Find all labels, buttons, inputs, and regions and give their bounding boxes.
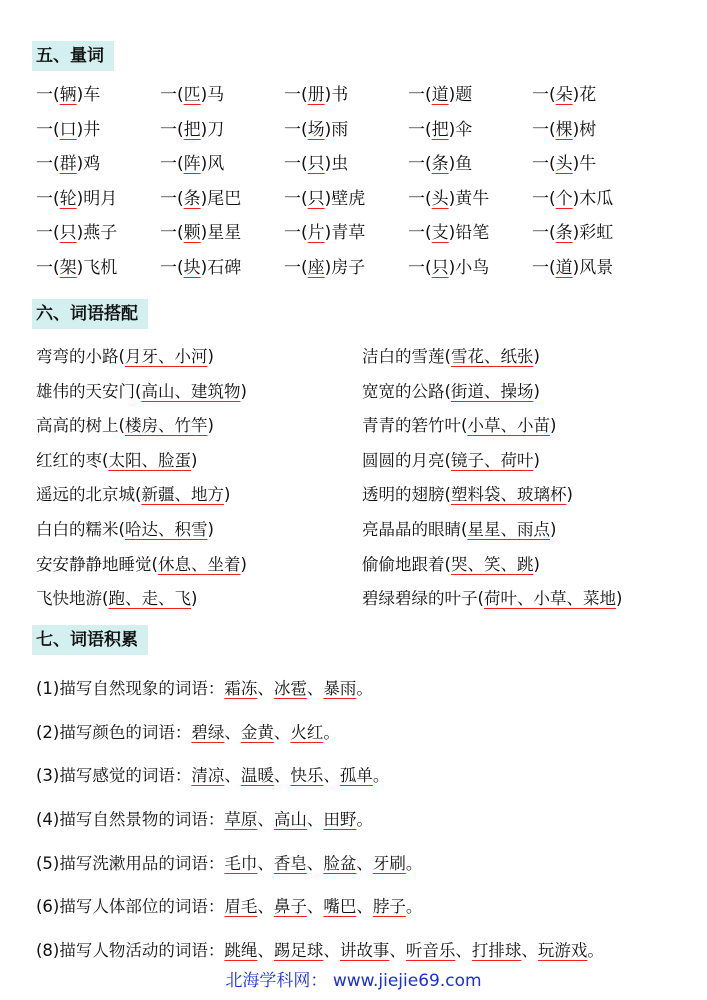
quantifier-answer: 只 <box>307 154 325 174</box>
pairing-item: 圆圆的月亮(镜子、荷叶) <box>362 450 540 470</box>
quantifier-item: 一(朵)花 <box>532 85 597 105</box>
quantifier-answer: 个 <box>555 188 573 209</box>
section-title-pairings: 六、词语搭配 <box>32 299 148 329</box>
quantifier-noun: 木瓜 <box>579 188 614 209</box>
quantifier-answer: 朵 <box>555 85 573 105</box>
accumulation-item: (8)描写人物活动的词语：跳绳、踢足球、讲故事、听音乐、打排球、玩游戏。 <box>36 941 604 961</box>
pairing-answer: 月牙、小河 <box>124 347 208 366</box>
accumulation-word: 香皂 <box>273 853 307 873</box>
pairing-item: 雄伟的天安门(高山、建筑物) <box>36 381 247 401</box>
pairing-answer: 哈达、积雪 <box>124 519 208 539</box>
pairing-answer: 街道、操场 <box>450 381 534 401</box>
pairing-phrase: 碧绿碧绿的叶子 <box>362 589 478 609</box>
quantifier-noun: 黄牛 <box>455 188 490 209</box>
accumulation-word: 碧绿 <box>191 722 225 742</box>
pairing-phrase: 青青的箬竹叶 <box>362 416 461 436</box>
accumulation-item: (3)描写感觉的词语：清凉、温暖、快乐、孤单。 <box>36 766 390 786</box>
accumulation-word: 高山 <box>273 810 307 830</box>
quantifier-answer: 道 <box>555 257 573 278</box>
quantifier-item: 一(条)鱼 <box>408 154 473 174</box>
pairing-answer: 高山、建筑物 <box>141 381 241 401</box>
accumulation-word: 温暖 <box>240 766 274 786</box>
pairing-item: 白白的糯米(哈达、积雪) <box>36 519 214 539</box>
accumulation-item: (6)描写人体部位的词语：眉毛、鼻子、嘴巴、脖子。 <box>36 897 423 917</box>
pairing-phrase: 飞快地游 <box>36 589 102 609</box>
pairing-item: 透明的翅膀(塑料袋、玻璃杯) <box>362 485 573 505</box>
quantifier-noun: 房子 <box>331 257 366 278</box>
quantifier-noun: 壁虎 <box>331 188 366 209</box>
pairing-answer: 跑、走、飞 <box>108 589 191 609</box>
quantifier-answer: 条 <box>431 154 449 174</box>
quantifier-item: 一(条)彩虹 <box>532 223 614 243</box>
quantifier-noun: 牛 <box>579 154 597 174</box>
quantifier-noun: 星星 <box>207 223 242 243</box>
quantifier-noun: 井 <box>83 119 101 140</box>
quantifier-answer: 片 <box>307 223 325 243</box>
accumulation-word: 火红 <box>290 722 324 742</box>
quantifier-answer: 把 <box>183 119 201 140</box>
accumulation-number: (4) <box>36 810 60 830</box>
pairing-item: 碧绿碧绿的叶子(荷叶、小草、菜地) <box>362 589 623 609</box>
accumulation-word: 眉毛 <box>224 897 258 917</box>
accumulation-number: (6) <box>36 897 60 917</box>
quantifier-item: 一(群)鸡 <box>36 154 101 174</box>
pairing-answer: 塑料袋、玻璃杯 <box>450 485 567 505</box>
accumulation-word: 牙刷 <box>372 853 406 873</box>
pairing-item: 宽宽的公路(街道、操场) <box>362 381 540 401</box>
pairing-phrase: 雄伟的天安门 <box>36 381 135 401</box>
accumulation-word: 打排球 <box>471 941 522 961</box>
accumulation-prompt: 描写感觉的词语： <box>59 766 192 786</box>
quantifier-answer: 辆 <box>59 85 77 105</box>
quantifier-item: 一(座)房子 <box>284 257 366 278</box>
pairing-phrase: 弯弯的小路 <box>36 347 119 366</box>
quantifier-noun: 青草 <box>331 223 366 243</box>
pairing-answer: 雪花、纸张 <box>450 347 534 366</box>
accumulation-word: 讲故事 <box>339 941 390 961</box>
quantifier-item: 一(头)牛 <box>532 154 597 174</box>
accumulation-prompt: 描写自然景物的词语： <box>59 810 225 830</box>
quantifier-item: 一(架)飞机 <box>36 257 118 278</box>
pairing-phrase: 透明的翅膀 <box>362 485 445 505</box>
accumulation-word: 冰雹 <box>273 679 307 698</box>
quantifier-noun: 尾巴 <box>207 188 242 209</box>
pairing-phrase: 白白的糯米 <box>36 519 119 539</box>
accumulation-number: (2) <box>36 722 60 742</box>
quantifier-noun: 花 <box>579 85 597 105</box>
pairing-phrase: 红红的枣 <box>36 450 102 470</box>
quantifier-item: 一(只)小鸟 <box>408 257 490 278</box>
quantifier-answer: 座 <box>307 257 325 278</box>
quantifier-item: 一(只)虫 <box>284 154 349 174</box>
quantifier-answer: 头 <box>431 188 449 209</box>
quantifier-item: 一(只)壁虎 <box>284 188 366 209</box>
quantifier-item: 一(把)刀 <box>160 119 225 140</box>
quantifier-noun: 虫 <box>331 154 349 174</box>
quantifier-noun: 题 <box>455 85 473 105</box>
accumulation-word: 跳绳 <box>224 941 258 961</box>
quantifier-noun: 明月 <box>83 188 118 209</box>
accumulation-number: (1) <box>36 679 60 698</box>
quantifier-item: 一(口)井 <box>36 119 101 140</box>
quantifier-noun: 风 <box>207 154 225 174</box>
accumulation-prompt: 描写洗漱用品的词语： <box>59 853 225 873</box>
quantifier-answer: 条 <box>183 188 201 209</box>
accumulation-word: 霜冻 <box>224 679 258 698</box>
quantifier-answer: 册 <box>307 85 325 105</box>
quantifier-item: 一(场)雨 <box>284 119 349 140</box>
accumulation-prompt: 描写人物活动的词语： <box>59 941 225 961</box>
quantifier-noun: 小鸟 <box>455 257 490 278</box>
quantifier-item: 一(个)木瓜 <box>532 188 614 209</box>
pairing-phrase: 亮晶晶的眼睛 <box>362 519 461 539</box>
quantifier-answer: 轮 <box>59 188 77 209</box>
quantifier-noun: 马 <box>207 85 225 105</box>
quantifier-item: 一(阵)风 <box>160 154 225 174</box>
pairing-phrase: 圆圆的月亮 <box>362 450 445 470</box>
quantifier-answer: 颗 <box>183 223 201 243</box>
pairing-grid <box>36 344 696 612</box>
quantifier-answer: 场 <box>307 119 325 140</box>
accumulation-number: (8) <box>36 941 60 961</box>
accumulation-number: (5) <box>36 853 60 873</box>
accumulation-word: 孤单 <box>339 766 373 786</box>
quantifier-noun: 车 <box>83 85 101 105</box>
footer-watermark: 北海学科网： www.jiejie69.com <box>225 971 482 991</box>
quantifier-item: 一(道)风景 <box>532 257 614 278</box>
quantifier-grid <box>36 82 696 281</box>
pairing-item: 偷偷地跟着(哭、笑、跳) <box>362 554 540 574</box>
quantifier-answer: 只 <box>431 257 449 278</box>
quantifier-noun: 鱼 <box>455 154 473 174</box>
accumulation-word: 听音乐 <box>405 941 456 961</box>
pairing-answer: 荷叶、小草、菜地 <box>483 589 616 609</box>
pairing-item: 高高的树上(楼房、竹竿) <box>36 416 214 436</box>
accumulation-word: 草原 <box>224 810 258 830</box>
quantifier-noun: 鸡 <box>83 154 101 174</box>
quantifier-item: 一(匹)马 <box>160 85 225 105</box>
pairing-phrase: 偷偷地跟着 <box>362 554 445 574</box>
quantifier-item: 一(头)黄牛 <box>408 188 490 209</box>
pairing-answer: 休息、坐着 <box>157 554 241 574</box>
quantifier-answer: 口 <box>59 119 77 140</box>
quantifier-item: 一(颗)星星 <box>160 223 242 243</box>
accumulation-word: 踢足球 <box>273 941 324 961</box>
pairing-item: 弯弯的小路(月牙、小河) <box>36 347 214 366</box>
pairing-item: 洁白的雪莲(雪花、纸张) <box>362 347 540 366</box>
quantifier-answer: 棵 <box>555 119 573 140</box>
pairing-phrase: 安安静静地睡觉 <box>36 554 152 574</box>
quantifier-answer: 道 <box>431 85 449 105</box>
accumulation-word: 脸盆 <box>323 853 357 873</box>
accumulation-item: (1)描写自然现象的词语：霜冻、冰雹、暴雨。 <box>36 679 373 698</box>
quantifier-noun: 彩虹 <box>579 223 614 243</box>
quantifier-noun: 刀 <box>207 119 225 140</box>
pairing-answer: 镜子、荷叶 <box>450 450 534 470</box>
pairing-phrase: 宽宽的公路 <box>362 381 445 401</box>
pairing-item: 飞快地游(跑、走、飞) <box>36 589 198 609</box>
quantifier-noun: 燕子 <box>83 223 118 243</box>
quantifier-answer: 只 <box>307 188 325 209</box>
section-title-quantifiers: 五、量词 <box>32 41 114 71</box>
accumulation-word: 田野 <box>323 810 357 830</box>
quantifier-noun: 书 <box>331 85 349 105</box>
quantifier-answer: 阵 <box>183 154 201 174</box>
quantifier-item: 一(只)燕子 <box>36 223 118 243</box>
pairing-item: 青青的箬竹叶(小草、小苗) <box>362 416 557 436</box>
quantifier-item: 一(条)尾巴 <box>160 188 242 209</box>
accumulation-number: (3) <box>36 766 60 786</box>
pairing-phrase: 洁白的雪莲 <box>362 347 445 366</box>
accumulation-word: 脖子 <box>372 897 406 917</box>
pairing-phrase: 遥远的北京城 <box>36 485 135 505</box>
section-title-accumulation: 七、词语积累 <box>32 625 148 655</box>
quantifier-answer: 把 <box>431 119 449 140</box>
quantifier-item: 一(支)铅笔 <box>408 223 490 243</box>
accumulation-word: 清凉 <box>191 766 225 786</box>
quantifier-answer: 群 <box>59 154 77 174</box>
accumulation-item: (4)描写自然景物的词语：草原、高山、田野。 <box>36 810 373 830</box>
pairing-phrase: 高高的树上 <box>36 416 119 436</box>
pairing-answer: 星星、雨点 <box>467 519 550 539</box>
quantifier-noun: 雨 <box>331 119 349 140</box>
quantifier-item: 一(轮)明月 <box>36 188 118 209</box>
quantifier-noun: 树 <box>579 119 597 140</box>
pairing-item: 红红的枣(太阳、脸蛋) <box>36 450 198 470</box>
pairing-answer: 哭、笑、跳 <box>450 554 534 574</box>
accumulation-word: 快乐 <box>290 766 324 786</box>
quantifier-item: 一(册)书 <box>284 85 349 105</box>
quantifier-answer: 架 <box>59 257 77 278</box>
pairing-answer: 新疆、地方 <box>141 485 224 505</box>
quantifier-answer: 条 <box>555 223 573 243</box>
quantifier-noun: 飞机 <box>83 257 118 278</box>
quantifier-answer: 头 <box>555 154 573 174</box>
pairing-answer: 太阳、脸蛋 <box>108 450 191 470</box>
pairing-answer: 小草、小苗 <box>467 416 550 436</box>
quantifier-noun: 铅笔 <box>455 223 490 243</box>
accumulation-word: 嘴巴 <box>323 897 357 917</box>
quantifier-answer: 只 <box>59 223 77 243</box>
accumulation-word: 金黄 <box>240 722 274 742</box>
quantifier-noun: 石碑 <box>207 257 242 278</box>
accumulation-word: 鼻子 <box>273 897 307 917</box>
quantifier-item: 一(块)石碑 <box>160 257 242 278</box>
quantifier-item: 一(辆)车 <box>36 85 101 105</box>
pairing-item: 亮晶晶的眼睛(星星、雨点) <box>362 519 557 539</box>
pairing-answer: 楼房、竹竿 <box>124 416 208 436</box>
accumulation-item: (5)描写洗漱用品的词语：毛巾、香皂、脸盆、牙刷。 <box>36 853 423 873</box>
quantifier-noun: 风景 <box>579 257 614 278</box>
quantifier-item: 一(片)青草 <box>284 223 366 243</box>
quantifier-answer: 块 <box>183 257 201 278</box>
accumulation-prompt: 描写人体部位的词语： <box>59 897 225 917</box>
quantifier-answer: 支 <box>431 223 449 243</box>
quantifier-answer: 匹 <box>183 85 201 105</box>
quantifier-noun: 伞 <box>455 119 473 140</box>
quantifier-item: 一(道)题 <box>408 85 473 105</box>
quantifier-item: 一(把)伞 <box>408 119 473 140</box>
accumulation-word: 毛巾 <box>224 853 258 873</box>
accumulation-prompt: 描写自然现象的词语： <box>59 679 225 698</box>
accumulation-prompt: 描写颜色的词语： <box>59 722 192 742</box>
accumulation-word: 玩游戏 <box>537 941 588 961</box>
accumulation-item: (2)描写颜色的词语：碧绿、金黄、火红。 <box>36 722 340 742</box>
pairing-item: 安安静静地睡觉(休息、坐着) <box>36 554 247 574</box>
accumulation-list <box>36 676 701 982</box>
accumulation-word: 暴雨 <box>323 679 357 698</box>
quantifier-item: 一(棵)树 <box>532 119 597 140</box>
pairing-item: 遥远的北京城(新疆、地方) <box>36 485 231 505</box>
